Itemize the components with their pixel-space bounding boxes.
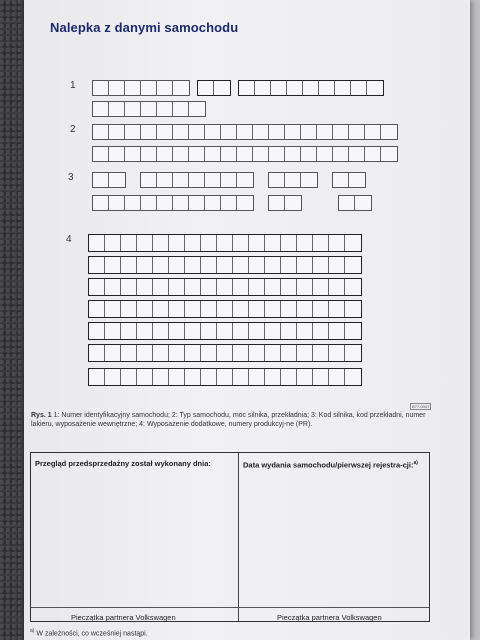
stamp-divider [31,607,429,608]
cell-group-bold [88,368,362,386]
cell-group [268,195,302,211]
figure-caption [31,411,433,429]
options-row-4 [88,322,362,340]
footnote-marker: a) [30,628,35,634]
codes-row-3a [92,172,373,188]
footnote-text: W zależności, co wcześniej nastąpi. [36,630,148,638]
codes-row-3b [92,195,379,211]
cell-group [92,124,398,140]
options-row-4 [88,234,362,252]
figure-code: B77-0047 [412,404,430,409]
cell-group-bold [88,278,362,296]
left-stamp-label: Pieczątka partnera Volkswagen [71,613,176,622]
cell-group [268,172,318,188]
right-stamp-label: Pieczątka partnera Volkswagen [277,613,382,622]
vin-row-1a [92,80,391,96]
row-number-4: 4 [66,234,72,245]
options-row-4 [88,344,362,362]
cell-group-bold [88,234,362,252]
options-row-4 [88,256,362,274]
cell-group [332,172,366,188]
footnote [30,628,148,637]
cell-group-bold [197,80,231,96]
row-number-1: 1 [70,80,76,91]
options-row-4 [88,368,362,386]
cell-group-bold [88,322,362,340]
cell-group [92,172,126,188]
type-row-2a [92,124,405,140]
row-number-3: 3 [68,172,74,183]
cell-group [338,195,372,211]
cell-group-bold [88,344,362,362]
type-row-2b [92,146,405,162]
page-title: Nalepka z danymi samochodu [50,20,239,35]
caption-label: Rys. 1 [31,412,52,419]
cell-group [92,80,190,96]
delivery-date-footnote-marker: a) [413,460,418,466]
cell-group-bold [238,80,384,96]
vin-row-1b [92,101,213,117]
delivery-date-label [243,459,423,470]
cell-group-bold [88,256,362,274]
column-divider [238,453,239,621]
options-row-4 [88,300,362,318]
cell-group-bold [88,300,362,318]
cell-group [92,195,254,211]
cell-group [92,146,398,162]
row-number-2: 2 [70,124,76,135]
cell-group [92,101,206,117]
document-page [24,0,470,640]
cell-group [140,172,254,188]
caption-text: 1: Numer identyfikacyjny samochodu; 2: Typ samochodu, moc silnika, przekładnia; 3: Kod silnika, kod przekładni, numer lakieru, wyposażenie wewnętrzne; 4: Wyposażenie dodatkowe, numery produkcyj-ne (PR). [31,412,426,428]
delivery-date-text: Data wydania samochodu/pierwszej rejestra-cji: [243,460,414,470]
options-row-4 [88,278,362,296]
inspection-table [30,452,430,622]
predelivery-inspection-label: Przegląd przedsprzedażny został wykonany dnia: [35,459,211,468]
